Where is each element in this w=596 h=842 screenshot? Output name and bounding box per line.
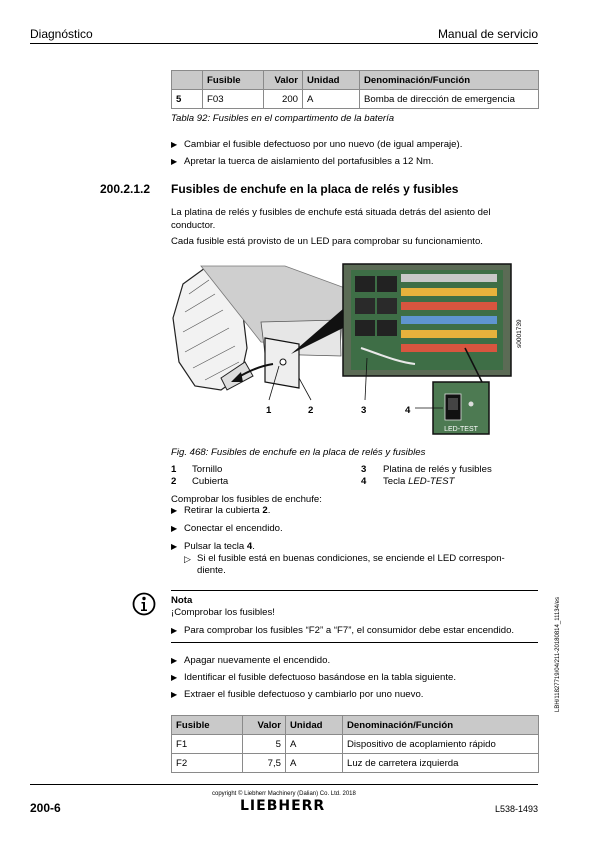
step-item: ▶ Identificar el fusible defectuoso basándose en la tabla siguiente.	[171, 672, 457, 683]
page-number: 200-6	[30, 801, 61, 815]
step-item: ▶ Extraer el fusible defectuoso y cambiarlo por uno nuevo.	[171, 689, 424, 700]
section-paragraph: Cada fusible está provisto de un LED para comprobar su funcionamiento.	[171, 236, 483, 247]
callout-4: 4	[405, 405, 411, 416]
table-row: F1 5 A Dispositivo de acoplamiento rápido	[172, 735, 539, 754]
triangle-bullet-icon: ▶	[171, 542, 178, 551]
header-section: Diagnóstico	[30, 27, 93, 41]
header-rule	[30, 43, 538, 44]
led-test-label: LED-TEST	[444, 426, 478, 433]
triangle-bullet-icon: ▶	[171, 626, 178, 635]
triangle-bullet-icon: ▶	[171, 524, 178, 533]
triangle-bullet-icon: ▶	[171, 673, 178, 682]
note-step: ▶ Para comprobar los fusibles “F2” a “F7”, el consumidor debe estar encendido.	[171, 625, 515, 636]
header-manual-title: Manual de servicio	[437, 27, 538, 41]
note-rule-bottom	[171, 642, 538, 643]
triangle-bullet-icon: ▶	[171, 690, 178, 699]
step-item: ▶ Apretar la tuerca de aislamiento del portafusibles a 12 Nm.	[171, 156, 434, 167]
figure-caption: Fig. 468: Fusibles de enchufe en la placa de relés y fusibles	[171, 447, 426, 458]
triangle-bullet-icon: ▶	[171, 656, 178, 665]
hollow-triangle-icon: ▷	[184, 554, 191, 564]
callout-leader	[299, 378, 311, 400]
section-paragraph: La platina de relés y fusibles de enchufe está situada detrás del asiento del conductor.	[171, 207, 491, 231]
led-test-key-face	[448, 398, 458, 410]
step-item: ▶ Apagar nuevamente el encendido.	[171, 655, 331, 666]
copyright: copyright © Liebherr Machinery (Dalian) Co. Ltd. 2018	[212, 791, 356, 797]
procedure-intro: Comprobar los fusibles de enchufe:	[171, 494, 322, 505]
result-item: ▷ Si el fusible está en buenas condiciones, se enciende el LED correspon-diente.	[184, 553, 505, 576]
step-item: ▶ Cambiar el fusible defectuoso por uno nuevo (de igual amperaje).	[171, 139, 463, 150]
callout-1: 1	[266, 405, 272, 416]
note-rule-top	[171, 590, 538, 591]
screw-icon	[280, 359, 286, 365]
side-document-code: LBH/11827719/04/211-20180814_11134/es	[555, 597, 561, 712]
table-caption: Tabla 92: Fusibles en el compartimento de la batería	[171, 113, 395, 124]
legend-row: 1 Tornillo 3 Platina de relés y fusibles	[171, 464, 492, 475]
table-header-row: Fusible Valor Unidad Denominación/Función	[172, 716, 539, 735]
footer-rule	[30, 784, 538, 785]
document-number: L538-1493	[494, 804, 538, 814]
legend-row: 2 Cubierta 4 Tecla LED-TEST	[171, 476, 455, 487]
section-number: 200.2.1.2	[100, 182, 151, 196]
liebherr-logo: LIEBHERR	[240, 798, 326, 814]
fuse-table-1	[171, 70, 539, 109]
table-row: F2 7,5 A Luz de carretera izquierda	[172, 754, 539, 773]
figure-code: s0001739	[516, 319, 523, 348]
note-text: ¡Comprobar los fusibles!	[171, 607, 275, 618]
fuse-board-figure	[165, 258, 530, 440]
figure-legend	[171, 464, 531, 488]
table-row: 5 F03 200 A Bomba de dirección de emergencia	[172, 90, 539, 109]
step-item: ▶ Pulsar la tecla 4.	[171, 541, 255, 552]
led-icon	[469, 402, 474, 407]
step-item: ▶ Retirar la cubierta 2.	[171, 505, 271, 516]
callout-3: 3	[361, 405, 367, 416]
info-icon	[132, 592, 156, 616]
callout-2: 2	[308, 405, 314, 416]
triangle-bullet-icon: ▶	[171, 157, 178, 166]
fuse-table-2	[171, 715, 539, 773]
step-item: ▶ Conectar el encendido.	[171, 523, 283, 534]
triangle-bullet-icon: ▶	[171, 140, 178, 149]
triangle-bullet-icon: ▶	[171, 506, 178, 515]
note-title: Nota	[171, 595, 193, 606]
table-header-row: Fusible Valor Unidad Denominación/Función	[172, 71, 539, 90]
section-title: Fusibles de enchufe en la placa de relés y fusibles	[171, 182, 459, 196]
